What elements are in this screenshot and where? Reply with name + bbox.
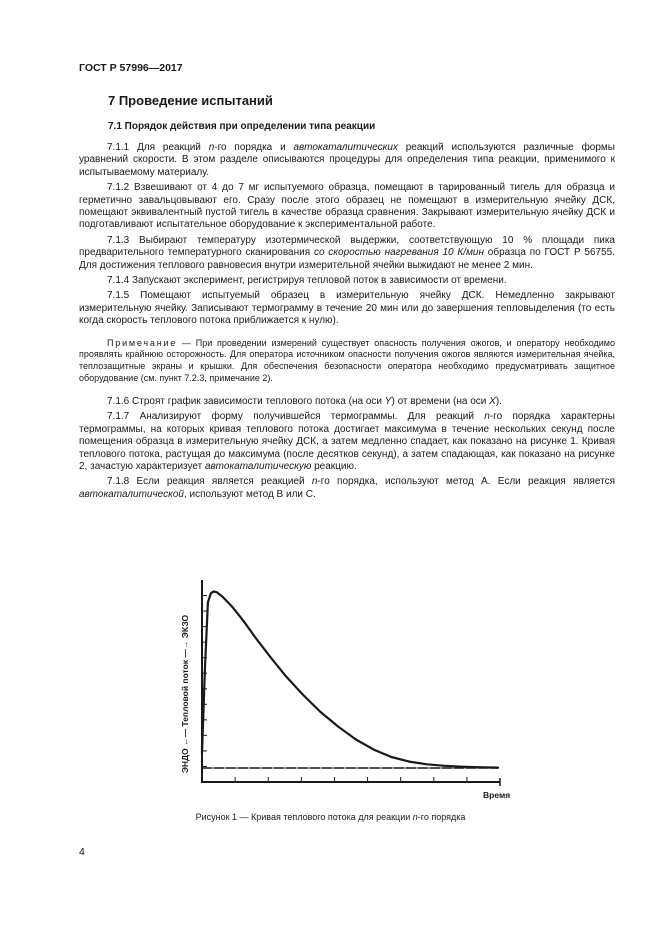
paragraph-7-1-7: 7.1.7 Анализируют форму получившейся термограммы. Для реакций n-го порядка характерны термограммы, на которых кривая теплового потока достигает максимума в течение нескольких секунд после помещения образца в измерительную ячейку ДСК, а затем медленно спадает, как показано на рисунке 1. Кривая теплового потока, растущая до максимума (после десятков секунд), а затем спадающая, как показано на рисунке 2, зачастую характеризует автокаталитическую реакцию.	[79, 411, 615, 472]
figure-caption: Рисунок 1 — Кривая теплового потока для реакции n-го порядка	[195, 812, 466, 822]
subsection-title: 7.1 Порядок действия при определении типа реакции	[108, 121, 376, 132]
document-header: ГОСТ Р 57996—2017	[79, 62, 183, 74]
paragraph-7-1-3: 7.1.3 Выбирают температуру изотермической выдержки, соответствующую 10 % площади пика предварительного температурного сканирования со скоростью нагревания 10 К/мин образца по ГОСТ Р 56755. Для достижения теплового равновесия внутри измерительной ячейки выжидают не менее 2 мин.	[79, 234, 615, 271]
series-heat-flow-curve	[202, 591, 498, 767]
paragraph-7-1-5: 7.1.5 Помещают испытуемый образец в измерительную ячейку ДСК. Немедленно закрывают измерительную ячейку. Записывают термограмму в течение 20 мин или до завершения тепловыделения (то есть когда скорость теплового потока приближается к нулю).	[79, 290, 615, 327]
x-axis-label: Время	[483, 790, 511, 800]
paragraph-7-1-1: 7.1.1 Для реакций n-го порядка и автокаталитических реакций используются различные формы уравнений скорости. В этом разделе описываются процедуры для определения типа реакции, применимого к испытываемому материалу.	[79, 142, 615, 178]
note-paragraph: Примечание — При проведении измерений существует опасность получения ожогов, и оператору необходимо проявлять крайнюю осторожность. Для оператора источником опасности получения ожогов являются измерительная ячейка, теплозащитные экраны и крышки. Для обеспечения безопасности оператора необходимо предусматривать защитное оборудование (см. пункт 7.2.3, примечание 2).	[79, 337, 615, 384]
section-title: 7 Проведение испытаний	[108, 93, 273, 108]
paragraph-7-1-4: 7.1.4 Запускают эксперимент, регистрируя тепловой поток в зависимости от времени.	[107, 275, 507, 287]
page-number: 4	[79, 846, 85, 858]
note-label: Примечание	[107, 337, 178, 348]
chart-axes	[202, 580, 500, 782]
paragraph-7-1-8: 7.1.8 Если реакция является реакцией n-го порядка, используют метод А. Если реакция является автокаталитической, используют метод В или С.	[79, 476, 615, 500]
paragraph-7-1-6: 7.1.6 Строят график зависимости теплового потока (на оси Y) от времени (на оси X).	[107, 395, 502, 407]
body-text-block-1	[79, 142, 615, 504]
heat-flow-figure	[170, 572, 520, 802]
y-axis-label: ЭНДО ←— Тепловой поток —→ ЭКЗО	[180, 614, 190, 774]
paragraph-7-1-2: 7.1.2 Взвешивают от 4 до 7 мг испытуемого образца, помещают в тарированный тигель для образца и герметично завальцовывают его. Сразу после этого образец не помещают в измерительную ячейку ДСК, помещают эквивалентный пустой тигель в качестве образца сравнения. Закрывают измерительную ячейку ДСК и подготавливают испытательное оборудование к экспериментальной работе.	[79, 182, 615, 231]
